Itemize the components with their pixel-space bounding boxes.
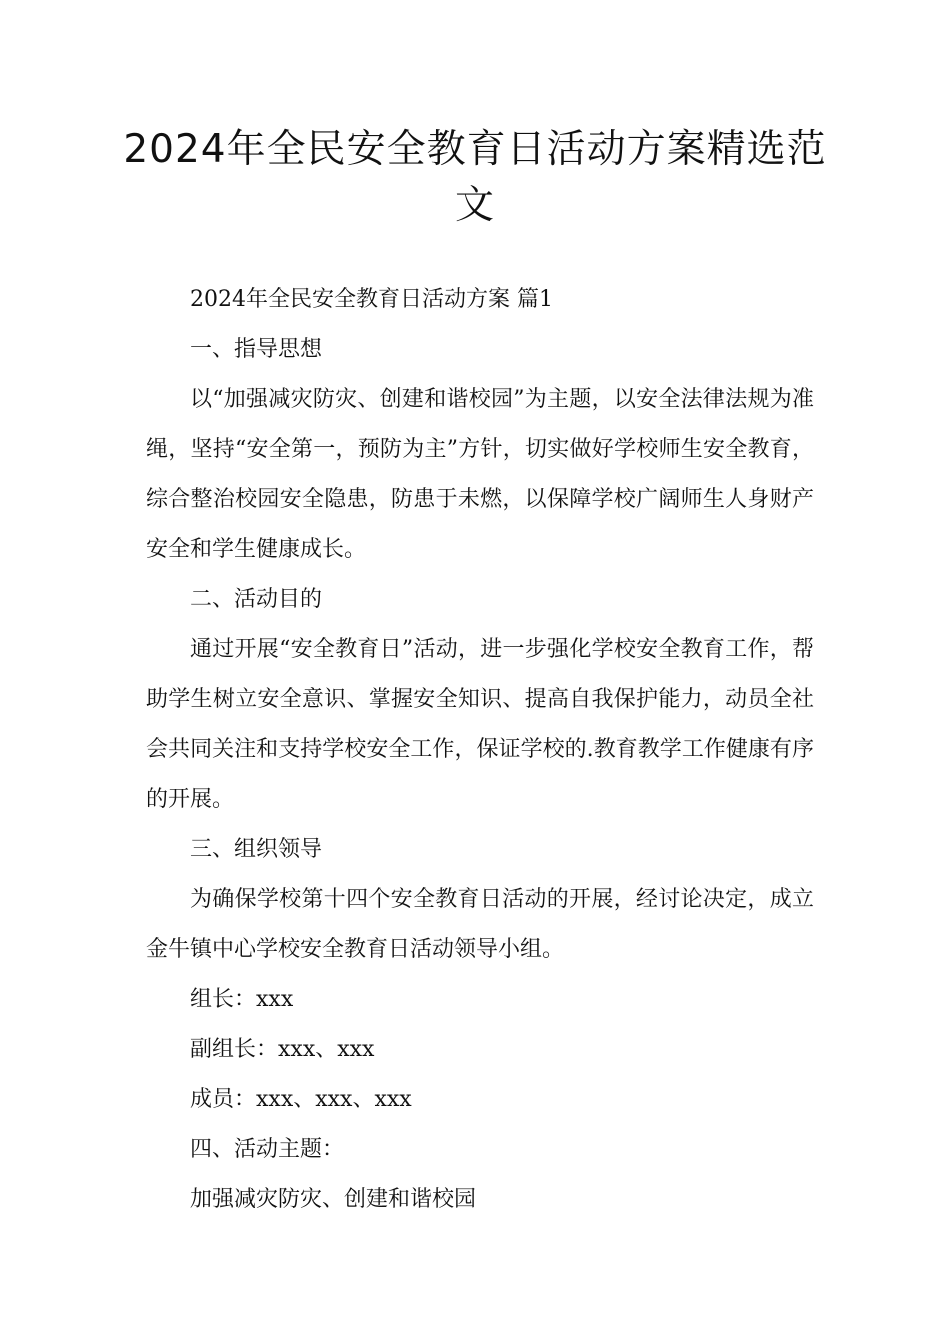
heading-activity-theme: 四、活动主题： <box>190 1137 345 1162</box>
heading-guiding-ideology: 一、指导思想 <box>190 337 323 362</box>
heading-activity-purpose: 二、活动目的 <box>190 587 323 612</box>
paragraph-organization: 为确保学校第十四个安全教育日活动的开展，经讨论决定，成立金牛镇中心学校安全教育日活动领导小组。 <box>146 887 814 962</box>
section-heading: 2024年全民安全教育日活动方案 篇1 <box>190 287 553 312</box>
paragraph-activity-purpose: 通过开展“安全教育日”活动，进一步强化学校安全教育工作，帮助学生树立安全意识、掌握安全知识、提高自我保护能力，动员全社会共同关注和支持学校安全工作，保证学校的.教育教学工作健康有序的开展。 <box>146 637 814 812</box>
document-body <box>146 275 814 1225</box>
heading-organization: 三、组织领导 <box>190 837 323 862</box>
deputy-leader-line: 副组长：xxx、xxx <box>190 1037 375 1062</box>
team-leader-line: 组长：xxx <box>190 987 294 1012</box>
members-line: 成员：xxx、xxx、xxx <box>190 1087 412 1112</box>
paragraph-activity-theme: 加强减灾防灾、创建和谐校园 <box>190 1187 477 1212</box>
document-title: 2024年全民安全教育日活动方案精选范文 <box>123 127 827 228</box>
paragraph-guiding-ideology: 以“加强减灾防灾、创建和谐校园”为主题，以安全法律法规为准绳，坚持“安全第一，预防为主”方针，切实做好学校师生安全教育，综合整治校园安全隐患，防患于未燃，以保障学校广阔师生人身财产安全和学生健康成长。 <box>146 387 814 562</box>
